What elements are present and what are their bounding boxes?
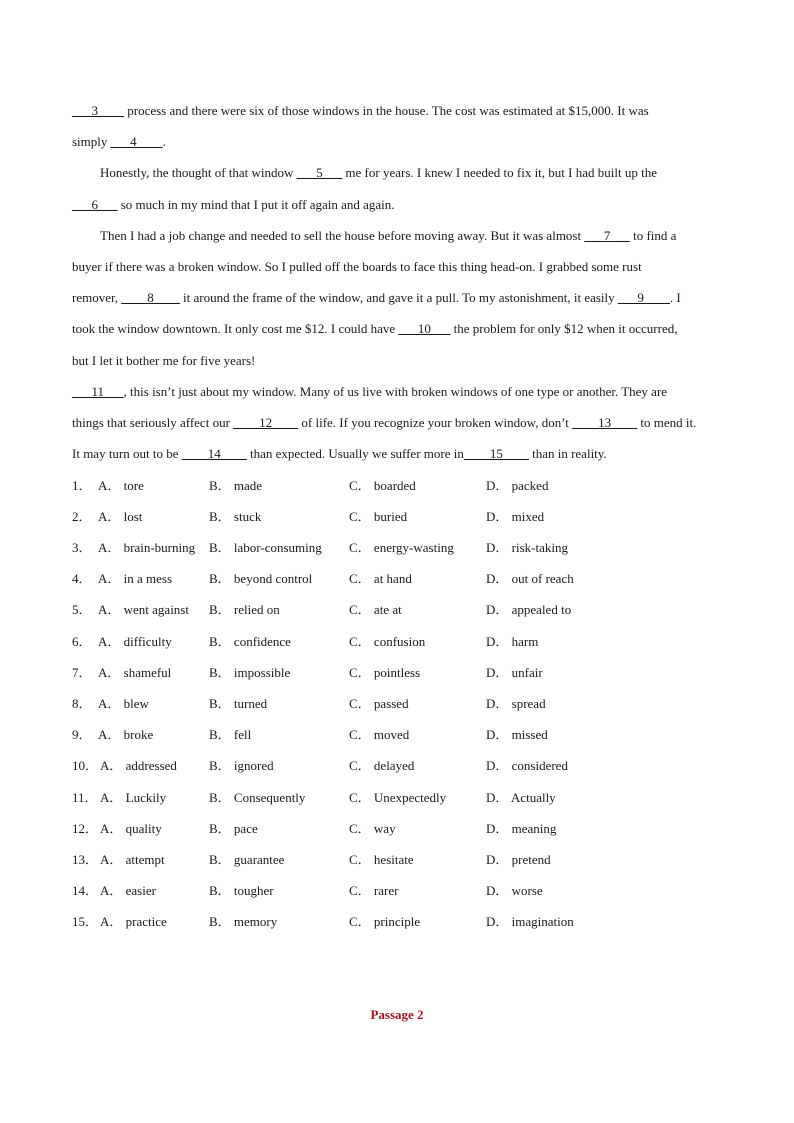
passage-line: but I let it bother me for five years! xyxy=(72,353,256,368)
option-c: C． Unexpectedly xyxy=(349,790,447,805)
option-b: B． guarantee xyxy=(209,852,285,867)
question-number: 10． xyxy=(72,758,99,773)
question-number: 15． xyxy=(72,914,99,929)
option-c: C． principle xyxy=(349,914,421,929)
question-row xyxy=(72,478,692,494)
blank-12: ____12____ xyxy=(233,415,299,430)
option-c: C． passed xyxy=(349,696,409,711)
option-b: B． pace xyxy=(209,821,258,836)
passage-line: remover, ____8____ it around the frame of the window, and gave it a pull. To my astonishment, it easily ___9____. I xyxy=(72,290,681,305)
option-d: D． mixed xyxy=(486,509,545,524)
option-b: B． beyond control xyxy=(209,571,313,586)
blank-4: ___4____ xyxy=(110,134,163,149)
question-row xyxy=(72,665,692,681)
question-row xyxy=(72,852,692,868)
question-number: 5． xyxy=(72,602,92,617)
blank-13: ____13____ xyxy=(572,415,638,430)
option-c: C． hesitate xyxy=(349,852,414,867)
option-a: A． practice xyxy=(100,914,167,929)
option-d: D． unfair xyxy=(486,665,543,680)
option-c: C． ate at xyxy=(349,602,402,617)
question-number: 9． xyxy=(72,727,92,742)
option-c: C． rarer xyxy=(349,883,399,898)
option-b: B． confidence xyxy=(209,634,291,649)
option-a: A． lost xyxy=(98,509,143,524)
option-c: C． way xyxy=(349,821,396,836)
question-row xyxy=(72,758,692,774)
option-b: B． Consequently xyxy=(209,790,306,805)
passage-line: things that seriously affect our ____12____ of life. If you recognize your broken window, don’t ____13____ to mend it. xyxy=(72,415,697,430)
option-a: A． quality xyxy=(100,821,162,836)
option-b: B． turned xyxy=(209,696,268,711)
option-c: C． moved xyxy=(349,727,410,742)
question-number: 1． xyxy=(72,478,92,493)
option-c: C． buried xyxy=(349,509,408,524)
passage-line: took the window downtown. It only cost me $12. I could have ___10___ the problem for only $12 when it occurred, xyxy=(72,321,678,336)
blank-7: ___7___ xyxy=(584,228,630,243)
question-row xyxy=(72,509,692,525)
option-d: D． Actually xyxy=(486,790,556,805)
option-a: A． addressed xyxy=(100,758,177,773)
blank-14: ____14____ xyxy=(181,446,247,461)
option-c: C． pointless xyxy=(349,665,421,680)
passage-title: Passage 2 xyxy=(370,1007,424,1022)
passage-line: ___3____ process and there were six of those windows in the house. The cost was estimated at $15,000. It was xyxy=(72,103,649,118)
option-d: D． risk-taking xyxy=(486,540,568,555)
option-a: A． Luckily xyxy=(100,790,167,805)
question-row xyxy=(72,883,692,899)
option-d: D． worse xyxy=(486,883,543,898)
passage-line: It may turn out to be ____14____ than expected. Usually we suffer more in____15____ than in reality. xyxy=(72,446,607,461)
option-d: D． spread xyxy=(486,696,546,711)
option-b: B． stuck xyxy=(209,509,262,524)
option-d: D． packed xyxy=(486,478,549,493)
option-c: C． energy-wasting xyxy=(349,540,454,555)
option-b: B． tougher xyxy=(209,883,274,898)
option-b: B． fell xyxy=(209,727,252,742)
blank-11: ___11___ xyxy=(72,384,124,399)
question-number: 4． xyxy=(72,571,92,586)
option-a: A． broke xyxy=(98,727,154,742)
option-b: B． labor-consuming xyxy=(209,540,322,555)
option-d: D． considered xyxy=(486,758,568,773)
option-d: D． appealed to xyxy=(486,602,572,617)
option-d: D． out of reach xyxy=(486,571,574,586)
blank-8: ____8____ xyxy=(121,290,180,305)
passage-line: Then I had a job change and needed to sell the house before moving away. But it was almost ___7___ to find a xyxy=(100,228,677,243)
option-a: A． easier xyxy=(100,883,156,898)
option-a: A． in a mess xyxy=(98,571,173,586)
blank-9: ___9____ xyxy=(617,290,670,305)
option-b: B． impossible xyxy=(209,665,291,680)
passage-line: Honestly, the thought of that window ___5___ me for years. I knew I needed to fix it, but I had built up the xyxy=(100,165,657,180)
question-number: 11． xyxy=(72,790,98,805)
blank-3: ___3____ xyxy=(72,103,124,118)
option-d: D． harm xyxy=(486,634,539,649)
blank-5: ___5___ xyxy=(296,165,343,180)
option-c: C． at hand xyxy=(349,571,412,586)
question-number: 6． xyxy=(72,634,92,649)
option-d: D． meaning xyxy=(486,821,557,836)
option-a: A． difficulty xyxy=(98,634,172,649)
option-b: B． memory xyxy=(209,914,278,929)
option-a: A． tore xyxy=(98,478,144,493)
question-row xyxy=(72,821,692,837)
blank-10: ___10___ xyxy=(398,321,451,336)
question-number: 12． xyxy=(72,821,99,836)
option-a: A． shameful xyxy=(98,665,172,680)
question-number: 13． xyxy=(72,852,99,867)
option-b: B． ignored xyxy=(209,758,274,773)
passage-line: ___11___, this isn’t just about my window. Many of us live with broken windows of one type or another. They are xyxy=(72,384,668,399)
option-c: C． delayed xyxy=(349,758,415,773)
question-number: 8． xyxy=(72,696,92,711)
question-row xyxy=(72,571,692,587)
option-b: B． relied on xyxy=(209,602,280,617)
option-d: D． missed xyxy=(486,727,548,742)
question-number: 2． xyxy=(72,509,92,524)
question-row xyxy=(72,727,692,743)
question-row xyxy=(72,540,692,556)
option-a: A． attempt xyxy=(100,852,165,867)
option-a: A． went against xyxy=(98,602,189,617)
passage-line: ___6___ so much in my mind that I put it off again and again. xyxy=(72,197,395,212)
option-d: D． pretend xyxy=(486,852,551,867)
question-row xyxy=(72,602,692,618)
question-row xyxy=(72,634,692,650)
option-a: A． brain-burning xyxy=(98,540,196,555)
passage-line: simply ___4____. xyxy=(72,134,166,149)
option-d: D． imagination xyxy=(486,914,574,929)
question-row xyxy=(72,790,692,806)
blank-6: ___6___ xyxy=(72,197,118,212)
blank-15: ____15____ xyxy=(463,446,529,461)
question-row xyxy=(72,914,692,930)
option-b: B． made xyxy=(209,478,263,493)
passage-line: buyer if there was a broken window. So I pulled off the boards to face this thing head-on. I grabbed some rust xyxy=(72,259,642,274)
question-number: 7． xyxy=(72,665,92,680)
option-c: C． confusion xyxy=(349,634,426,649)
question-number: 14． xyxy=(72,883,99,898)
option-a: A． blew xyxy=(98,696,149,711)
question-number: 3． xyxy=(72,540,92,555)
question-row xyxy=(72,696,692,712)
option-c: C． boarded xyxy=(349,478,416,493)
